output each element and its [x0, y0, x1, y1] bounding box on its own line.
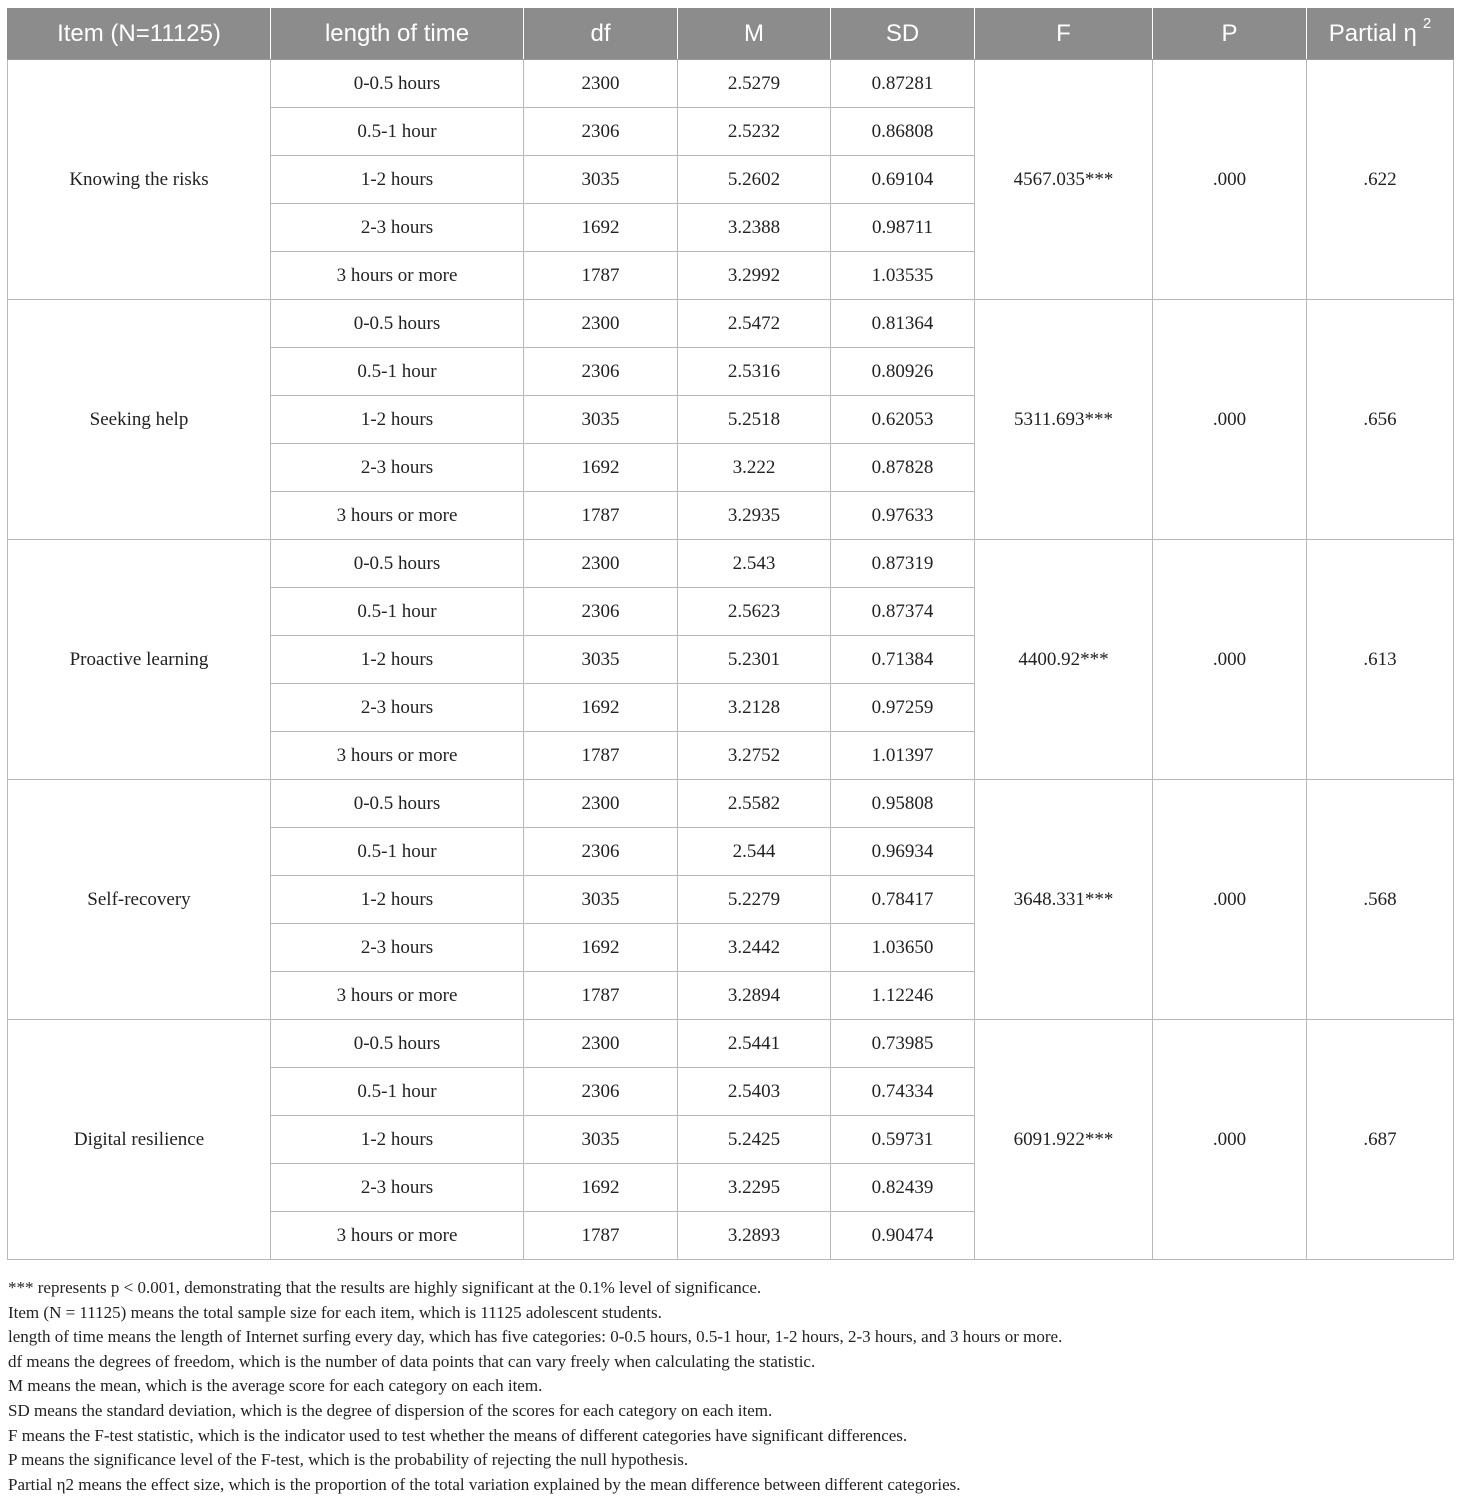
footnote-line: Item (N = 11125) means the total sample size for each item, which is 11125 adolescent students. — [8, 1302, 662, 1322]
df-cell: 1787 — [524, 492, 678, 540]
mean-cell: 2.5316 — [678, 348, 831, 396]
df-cell: 1692 — [524, 444, 678, 492]
sd-cell: 1.03535 — [831, 252, 975, 300]
partial-eta-cell: .687 — [1307, 1020, 1454, 1260]
table-row — [8, 60, 1454, 108]
df-cell: 3035 — [524, 156, 678, 204]
df-cell: 2300 — [524, 540, 678, 588]
mean-cell: 5.2279 — [678, 876, 831, 924]
sd-cell: 0.82439 — [831, 1164, 975, 1212]
sd-cell: 0.59731 — [831, 1116, 975, 1164]
table-row — [8, 1020, 1454, 1068]
mean-cell: 5.2602 — [678, 156, 831, 204]
f-statistic-cell: 4400.92*** — [975, 540, 1153, 780]
df-cell: 2300 — [524, 1020, 678, 1068]
partial-eta-cell: .622 — [1307, 60, 1454, 300]
item-name-cell: Seeking help — [8, 300, 271, 540]
header-length-of-time: length of time — [271, 8, 524, 60]
sd-cell: 0.98711 — [831, 204, 975, 252]
mean-cell: 2.5279 — [678, 60, 831, 108]
footnote-line: M means the mean, which is the average score for each category on each item. — [8, 1376, 543, 1396]
header-partial-eta-superscript: 2 — [1422, 15, 1432, 32]
item-name-cell: Proactive learning — [8, 540, 271, 780]
header-partial-eta-label: Partial η — [1328, 20, 1417, 47]
table-footnotes — [8, 1276, 1448, 1497]
header-sd: SD — [831, 8, 975, 60]
header-f: F — [975, 8, 1153, 60]
df-cell: 1787 — [524, 732, 678, 780]
table-row — [8, 300, 1454, 348]
mean-cell: 3.2128 — [678, 684, 831, 732]
f-statistic-cell: 3648.331*** — [975, 780, 1153, 1020]
anova-results-table — [7, 8, 1454, 1260]
df-cell: 1787 — [524, 972, 678, 1020]
header-partial-eta — [1307, 8, 1454, 60]
sd-cell: 1.12246 — [831, 972, 975, 1020]
header-mean: M — [678, 8, 831, 60]
f-statistic-cell: 4567.035*** — [975, 60, 1153, 300]
time-category-cell: 2-3 hours — [271, 1164, 524, 1212]
sd-cell: 0.74334 — [831, 1068, 975, 1116]
time-category-cell: 3 hours or more — [271, 732, 524, 780]
time-category-cell: 0-0.5 hours — [271, 780, 524, 828]
df-cell: 2306 — [524, 828, 678, 876]
time-category-cell: 0.5-1 hour — [271, 348, 524, 396]
sd-cell: 0.90474 — [831, 1212, 975, 1260]
time-category-cell: 0.5-1 hour — [271, 588, 524, 636]
partial-eta-cell: .656 — [1307, 300, 1454, 540]
mean-cell: 5.2301 — [678, 636, 831, 684]
time-category-cell: 1-2 hours — [271, 156, 524, 204]
footnote-line: *** represents p < 0.001, demonstrating that the results are highly significant at the 0.1% level of significance. — [8, 1278, 762, 1297]
p-value-cell: .000 — [1153, 60, 1307, 300]
header-item: Item (N=11125) — [8, 8, 271, 60]
df-cell: 1692 — [524, 1164, 678, 1212]
mean-cell: 3.2935 — [678, 492, 831, 540]
mean-cell: 3.2295 — [678, 1164, 831, 1212]
sd-cell: 0.97633 — [831, 492, 975, 540]
sd-cell: 0.87374 — [831, 588, 975, 636]
time-category-cell: 0.5-1 hour — [271, 828, 524, 876]
df-cell: 3035 — [524, 396, 678, 444]
partial-eta-cell: .568 — [1307, 780, 1454, 1020]
footnote-line: SD means the standard deviation, which is the degree of dispersion of the scores for each category on each item. — [8, 1400, 773, 1420]
mean-cell: 2.543 — [678, 540, 831, 588]
table-row — [8, 540, 1454, 588]
sd-cell: 0.97259 — [831, 684, 975, 732]
mean-cell: 3.222 — [678, 444, 831, 492]
sd-cell: 0.96934 — [831, 828, 975, 876]
df-cell: 2300 — [524, 300, 678, 348]
mean-cell: 3.2388 — [678, 204, 831, 252]
mean-cell: 2.5582 — [678, 780, 831, 828]
time-category-cell: 2-3 hours — [271, 684, 524, 732]
mean-cell: 3.2893 — [678, 1212, 831, 1260]
p-value-cell: .000 — [1153, 540, 1307, 780]
footnote-line: F means the F-test statistic, which is the indicator used to test whether the means of different categories have significant differences. — [8, 1425, 908, 1445]
df-cell: 2306 — [524, 1068, 678, 1116]
sd-cell: 1.01397 — [831, 732, 975, 780]
df-cell: 1692 — [524, 924, 678, 972]
item-name-cell: Knowing the risks — [8, 60, 271, 300]
mean-cell: 5.2425 — [678, 1116, 831, 1164]
time-category-cell: 0-0.5 hours — [271, 540, 524, 588]
df-cell: 3035 — [524, 1116, 678, 1164]
df-cell: 2306 — [524, 588, 678, 636]
sd-cell: 0.87319 — [831, 540, 975, 588]
df-cell: 3035 — [524, 636, 678, 684]
mean-cell: 3.2442 — [678, 924, 831, 972]
time-category-cell: 1-2 hours — [271, 1116, 524, 1164]
mean-cell: 3.2752 — [678, 732, 831, 780]
df-cell: 2300 — [524, 780, 678, 828]
header-row — [8, 8, 1454, 60]
footnote-line: df means the degrees of freedom, which is the number of data points that can vary freely when calculating the statistic. — [8, 1351, 816, 1371]
sd-cell: 0.73985 — [831, 1020, 975, 1068]
mean-cell: 2.544 — [678, 828, 831, 876]
partial-eta-cell: .613 — [1307, 540, 1454, 780]
f-statistic-cell: 6091.922*** — [975, 1020, 1153, 1260]
mean-cell: 2.5441 — [678, 1020, 831, 1068]
item-name-cell: Self-recovery — [8, 780, 271, 1020]
sd-cell: 0.62053 — [831, 396, 975, 444]
sd-cell: 1.03650 — [831, 924, 975, 972]
time-category-cell: 0-0.5 hours — [271, 1020, 524, 1068]
time-category-cell: 0-0.5 hours — [271, 60, 524, 108]
time-category-cell: 2-3 hours — [271, 444, 524, 492]
sd-cell: 0.86808 — [831, 108, 975, 156]
time-category-cell: 2-3 hours — [271, 204, 524, 252]
sd-cell: 0.87281 — [831, 60, 975, 108]
table-row — [8, 780, 1454, 828]
df-cell: 1787 — [524, 252, 678, 300]
f-statistic-cell: 5311.693*** — [975, 300, 1153, 540]
time-category-cell: 1-2 hours — [271, 876, 524, 924]
footnote-line: length of time means the length of Internet surfing every day, which has five categories: 0-0.5 hours, 0.5-1 hour, 1-2 hours, 2-3 hours, and 3 hours or more. — [8, 1327, 1063, 1347]
df-cell: 2306 — [524, 348, 678, 396]
df-cell: 1692 — [524, 204, 678, 252]
time-category-cell: 0-0.5 hours — [271, 300, 524, 348]
time-category-cell: 3 hours or more — [271, 1212, 524, 1260]
mean-cell: 5.2518 — [678, 396, 831, 444]
table-header — [8, 8, 1454, 60]
time-category-cell: 0.5-1 hour — [271, 108, 524, 156]
df-cell: 2306 — [524, 108, 678, 156]
footnote-line: Partial η2 means the effect size, which is the proportion of the total variation explained by the mean difference between different categories. — [8, 1474, 961, 1494]
item-name-cell: Digital resilience — [8, 1020, 271, 1260]
time-category-cell: 1-2 hours — [271, 636, 524, 684]
header-p: P — [1153, 8, 1307, 60]
time-category-cell: 3 hours or more — [271, 972, 524, 1020]
df-cell: 1692 — [524, 684, 678, 732]
footnote-line: P means the significance level of the F-test, which is the probability of rejecting the null hypothesis. — [8, 1450, 689, 1470]
mean-cell: 3.2992 — [678, 252, 831, 300]
sd-cell: 0.95808 — [831, 780, 975, 828]
p-value-cell: .000 — [1153, 1020, 1307, 1260]
sd-cell: 0.80926 — [831, 348, 975, 396]
header-df: df — [524, 8, 678, 60]
time-category-cell: 3 hours or more — [271, 252, 524, 300]
sd-cell: 0.71384 — [831, 636, 975, 684]
time-category-cell: 3 hours or more — [271, 492, 524, 540]
mean-cell: 3.2894 — [678, 972, 831, 1020]
df-cell: 1787 — [524, 1212, 678, 1260]
mean-cell: 2.5232 — [678, 108, 831, 156]
p-value-cell: .000 — [1153, 780, 1307, 1020]
sd-cell: 0.87828 — [831, 444, 975, 492]
sd-cell: 0.69104 — [831, 156, 975, 204]
df-cell: 3035 — [524, 876, 678, 924]
mean-cell: 2.5623 — [678, 588, 831, 636]
p-value-cell: .000 — [1153, 300, 1307, 540]
time-category-cell: 1-2 hours — [271, 396, 524, 444]
table-body — [8, 60, 1454, 1260]
sd-cell: 0.78417 — [831, 876, 975, 924]
time-category-cell: 2-3 hours — [271, 924, 524, 972]
df-cell: 2300 — [524, 60, 678, 108]
mean-cell: 2.5403 — [678, 1068, 831, 1116]
time-category-cell: 0.5-1 hour — [271, 1068, 524, 1116]
mean-cell: 2.5472 — [678, 300, 831, 348]
sd-cell: 0.81364 — [831, 300, 975, 348]
